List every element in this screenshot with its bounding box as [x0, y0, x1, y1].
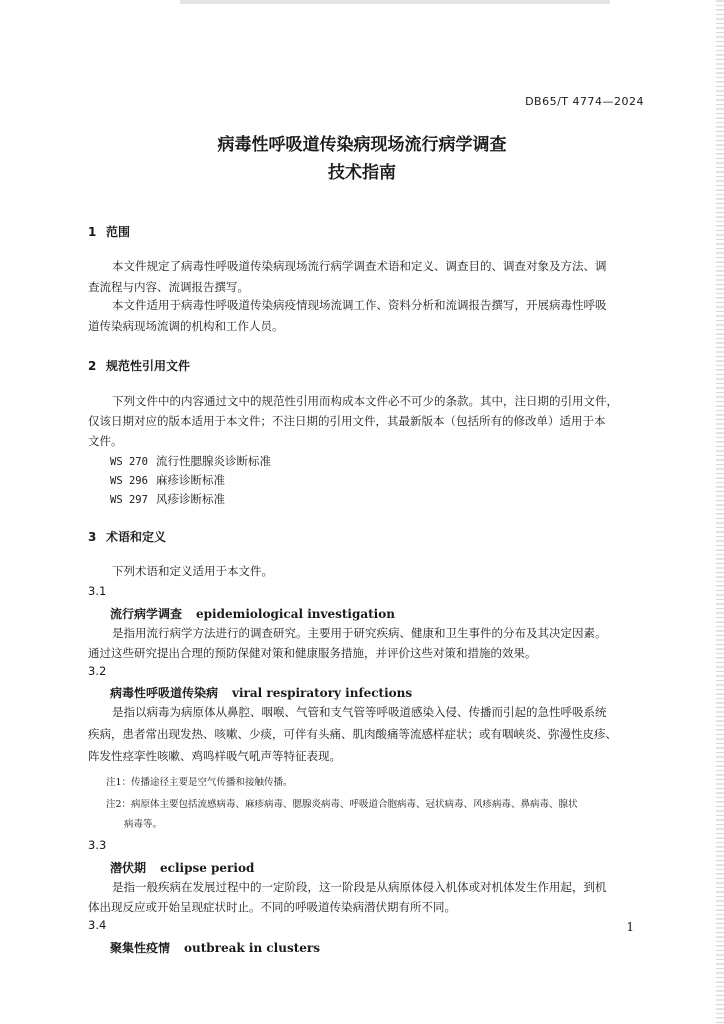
paragraph-line: 是指用流行病学方法进行的调查研究。主要用于研究疾病、健康和卫生事件的分布及其决定因素。: [112, 626, 607, 640]
paragraph-line: 仅该日期对应的版本适用于本文件；不注日期的引用文件，其最新版本（包括所有的修改单）适用于本: [88, 414, 606, 428]
document-code: DB65/T 4774—2024: [525, 95, 644, 108]
paragraph-line: 查流程与内容、流调报告撰写。: [88, 280, 249, 294]
section-heading-1: [88, 223, 130, 240]
section-number: 3: [88, 530, 97, 544]
section-number: 1: [88, 225, 97, 239]
section-heading-2: [88, 357, 190, 374]
term-zh: 聚集性疫情: [110, 941, 171, 955]
reference-code: WS 296: [110, 475, 148, 487]
reference-code: WS 270: [110, 456, 148, 468]
reference-code: WS 297: [110, 494, 148, 506]
term-heading: [110, 684, 412, 701]
term-en: outbreak in clusters: [184, 941, 320, 955]
term-number: 3.2: [88, 664, 107, 678]
term-number: 3.4: [88, 918, 107, 932]
reference-name: 流行性腮腺炎诊断标准: [156, 454, 271, 468]
document-subtitle: 技术指南: [328, 163, 396, 183]
paragraph-line: 疾病，患者常出现发热、咳嗽、少痰，可伴有头痛、肌肉酸痛等流感样症状；或有咽峡炎、弥漫性皮疹、: [88, 727, 617, 741]
section-title: 规范性引用文件: [106, 359, 191, 373]
scan-edge-top: [180, 0, 610, 4]
paragraph-line: 是指一般疾病在发展过程中的一定阶段，这一阶段是从病原体侵入机体或对机体发生作用起，到机: [112, 880, 607, 894]
note-1: 注1：传播途径主要是空气传播和接触传播。: [106, 777, 293, 788]
term-en: epidemiological investigation: [196, 607, 395, 621]
paragraph-line: 阵发性痉挛性咳嗽、鸡鸣样吸气吼声等特征表现。: [88, 749, 341, 763]
paragraph-line: 本文件规定了病毒性呼吸道传染病现场流行病学调查术语和定义、调查目的、调查对象及方法、调: [112, 259, 607, 273]
paragraph-line: 本文件适用于病毒性呼吸道传染病疫情现场流调工作、资料分析和流调报告撰写，开展病毒性呼吸: [112, 298, 607, 312]
reference-item: [110, 472, 225, 488]
reference-item: [110, 491, 225, 507]
page-number: 1: [626, 920, 634, 934]
section-number: 2: [88, 359, 97, 373]
note-2-continued: 病毒等。: [124, 819, 163, 830]
section-title: 范围: [106, 225, 131, 239]
term-heading: [110, 605, 395, 622]
paragraph-line: 下列文件中的内容通过文中的规范性引用而构成本文件必不可少的条款。其中，注日期的引用文件，: [112, 394, 618, 408]
paragraph-line: 道传染病现场流调的机构和工作人员。: [88, 319, 284, 333]
term-zh: 流行病学调查: [110, 607, 183, 621]
paragraph-line: 是指以病毒为病原体从鼻腔、咽喉、气管和支气管等呼吸道感染入侵、传播而引起的急性呼吸系统: [112, 705, 607, 719]
section-heading-3: [88, 528, 166, 545]
term-zh: 病毒性呼吸道传染病: [110, 686, 219, 700]
term-number: 3.3: [88, 838, 107, 852]
note-2: 注2：病原体主要包括流感病毒、麻疹病毒、腮腺炎病毒、呼吸道合胞病毒、冠状病毒、风疹病毒、鼻病毒、腺状: [106, 799, 578, 810]
document-title: 病毒性呼吸道传染病现场流行病学调查: [217, 135, 507, 155]
paragraph-line: 下列术语和定义适用于本文件。: [112, 564, 273, 578]
paragraph-line: 体出现反应或开始呈现症状时止。不同的呼吸道传染病潜伏期有所不同。: [88, 900, 456, 914]
term-en: eclipse period: [160, 861, 255, 875]
term-zh: 潜伏期: [110, 861, 147, 875]
section-title: 术语和定义: [106, 530, 167, 544]
paragraph-line: 文件。: [88, 434, 123, 448]
term-heading: [110, 939, 320, 956]
reference-item: [110, 453, 271, 469]
term-heading: [110, 859, 254, 876]
term-number: 3.1: [88, 584, 107, 598]
reference-name: 麻疹诊断标准: [156, 473, 225, 487]
paragraph-line: 通过这些研究提出合理的预防保健对策和健康服务措施，并评价这些对策和措施的效果。: [88, 646, 537, 660]
reference-name: 风疹诊断标准: [156, 492, 225, 506]
term-en: viral respiratory infections: [232, 686, 413, 700]
